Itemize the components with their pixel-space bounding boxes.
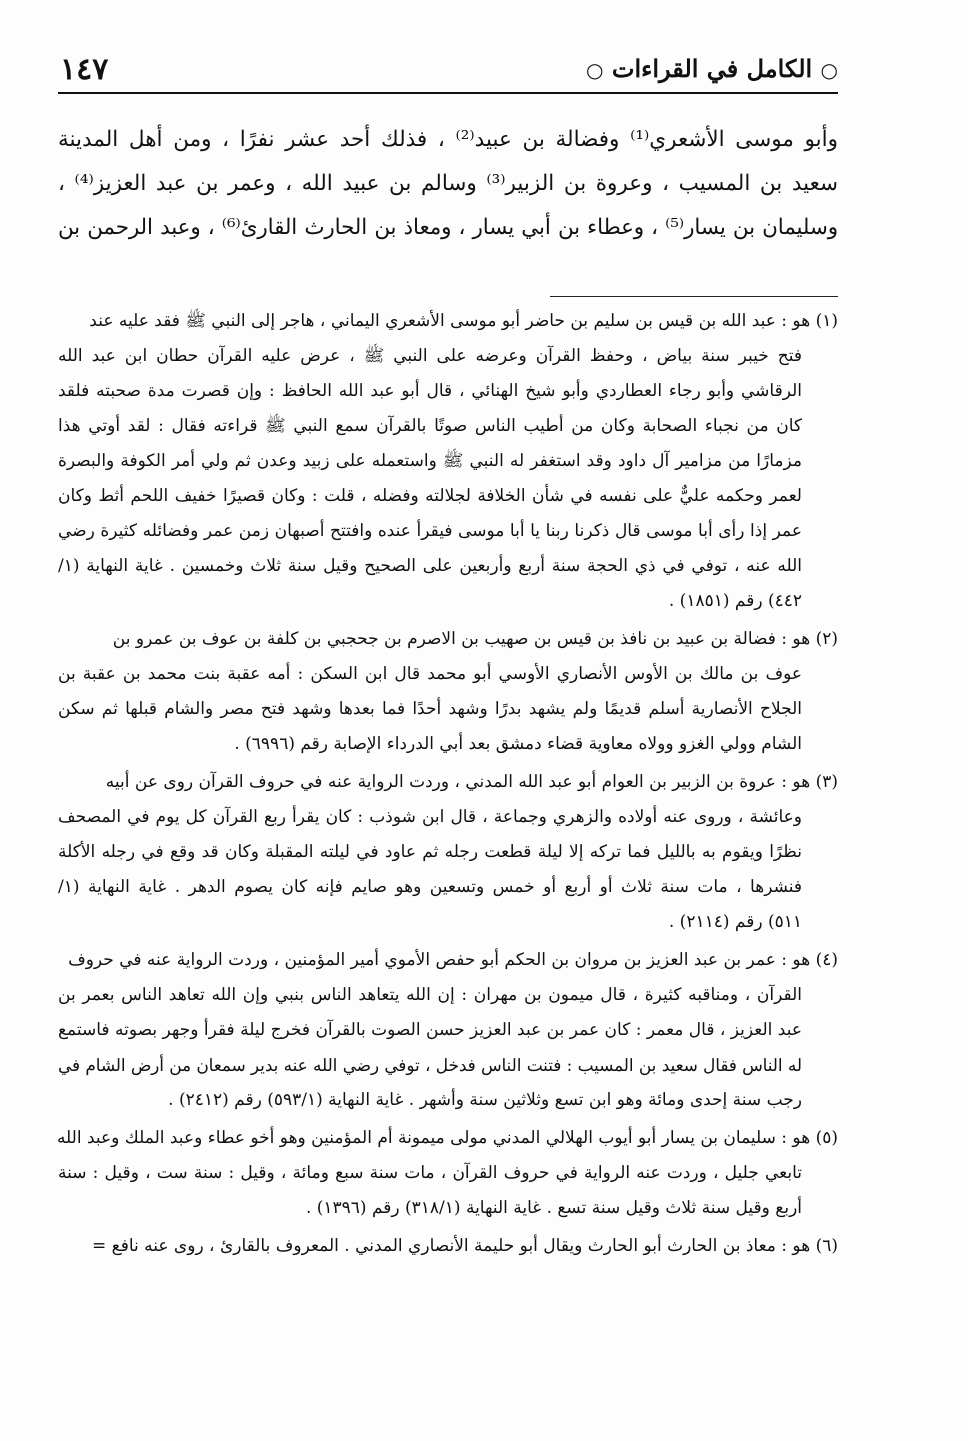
footnote-line: (٢) هو : فضالة بن عبيد بن نافذ بن قيس بن صهيب بن الاصرم بن جحجبي بن كلفة بن عوف بن عمرو بن [112,629,838,649]
footnote-line: عمر إذا رأى أبا موسى قال ذكرنا ربنا يا أبا موسى فيقرأ عنده وافتتح أصبهان زمن عمر وفضائله كثيرة رضي [58,521,802,541]
footnote-1 [58,304,838,619]
footnote-line: (١) هو : عبد الله بن قيس بن سليم بن حاضر أبو موسى الأشعري اليماني ، هاجر إلى النبي ﷺ فقد عليه عند [89,311,838,331]
book-title [586,54,838,83]
footnote-line: عبد العزيز ، قال معمر : كان عمر بن عبد العزيز حسن الصوت بالقرآن فخرج ليلة فقرأ وجهر بصوته فاستمع [58,1020,802,1040]
footnote-line: عوف بن مالك بن الأوس الأنصاري الأوسي أبو محمد قال ابن السكن : أمه عقبة بنت محمد بن عقبة بن [58,664,802,684]
footnote-line: وعائشة ، وروى عنه أولاده والزهري وجماعة ، قال ابن شوذب : كان يقرأ ربع القرآن كل يوم في المصحف [58,807,802,827]
footnote-5 [58,1121,838,1226]
circle-ornament-right: ○ [820,58,838,82]
footnote-line: رجب سنة إحدى ومائة وهو ابن تسع وثلاثين سنة وأشهر . غاية النهاية (٥٩٣/١) رقم (٢٤١٢) . [168,1090,802,1110]
footnotes [58,304,838,1267]
main-text-line: سعيد بن المسيب ، وعروة بن الزبير⁽³⁾ وسالم بن عبيد الله ، وعمر بن عبد العزيز⁽⁴⁾ ، [58,171,838,196]
book-title-text: الكامل في القراءات [611,54,813,83]
circle-ornament-left: ○ [586,58,604,82]
footnote-line: نظرًا ويقوم به بالليل فما تركه إلا ليلة قطعت رجله ثم عاود في ليلته المقبلة وكان قد وقع في رجله الأكلة [58,842,802,862]
footnote-line: لعمر وحكمه عليٌّ على نفسه في شأن الخلافة لجلالته وفضله ، قلت : وكان قصيرًا خفيف اللحم أثط وكان [58,486,802,506]
page-number: ١٤٧ [60,52,109,87]
footnote-line: ٥١١) رقم (٢١١٤) . [668,912,802,932]
footnote-line: القرآن ، ومناقبه كثيرة ، قال ميمون بن مهران : إن الله يتعاهد الناس بنبي وإن الله تعاهد الناس بعمر بن [58,985,802,1005]
footnote-line: الله عنه ، توفي في ذي الحجة سنة أربع وأربعين على الصحيح وقيل سنة ثلاث وخمسين . غاية النهاية (١/ [58,556,802,576]
footnote-3 [58,765,838,940]
footnote-line: الجلاح الأنصارية أسلم قديمًا ولم يشهد بدرًا وشهد أحدًا فما بعدها وشهد فتح مصر والشام قبلها ثم سكن [58,699,802,719]
footnote-line: كان من نجباء الصحابة وكان من أطيب الناس صوتًا بالقرآن سمع النبي ﷺ قراءته فقال : لقد أوتي هذا [58,416,803,436]
footnote-line: (٦) هو : معاذ بن الحارث أبو الحارث ويقال أبو حليمة الأنصاري المدني . المعروف بالقارئ ، روى عنه نافع = [92,1236,838,1256]
main-text-line: وسليمان بن يسار⁽⁵⁾ ، وعطاء بن أبي يسار ، ومعاذ بن الحارث القارئ⁽⁶⁾ ، وعبد الرحمن بن [58,215,839,240]
main-text-line: وأبو موسى الأشعري⁽¹⁾ وفضالة بن عبيد⁽²⁾ ، فذلك أحد عشر نفرًا ، ومن أهل المدينة [58,127,838,152]
footnote-line: الرقاشي وأبو رجاء العطاردي وأبو شيخ الهنائي ، قال أبو عبد الله الحافظ : وإن قصرت مدة صحبته فلقد [58,381,802,401]
footnote-line: فتح خيبر سنة بياض ، وحفظ القرآن وعرضه على النبي ﷺ ، عرض عليه القرآن حطان ابن عبد الله [58,346,802,366]
footnote-6 [58,1229,838,1264]
footnote-line: ٤٤٢) رقم (١٨٥١) . [668,591,802,611]
footnote-2 [58,622,838,762]
footnote-line: له الناس فقال سعيد بن المسيب : فتنت الناس فدخل ، توفي رضي الله عنه بدير سمعان من أرض الشام في [58,1055,802,1075]
footnote-line: فنشرها ، مات سنة ثلاث أو أربع أو خمس وتسعين وهو صايم فإنه كان يصوم الدهر . غاية النهاية (١/ [58,877,802,897]
footnote-line: مزمارًا من مزامير آل داود وقد استغفر له النبي ﷺ واستعمله على زبيد وعدن ثم ولي أمر الكوفة والبصرة [58,451,802,471]
footnote-line: (٤) هو : عمر بن عبد العزيز بن مروان بن الحكم أبو حفص الأموي أمير المؤمنين ، وردت الرواية عنه في حروف [68,950,838,970]
footnote-line: أربع وقيل سنة ثلاث وقيل سنة تسع . غاية النهاية (٣١٨/١) رقم (١٣٩٦) . [305,1198,802,1218]
footnote-line: تابعي جليل ، وردت عنه الرواية في حروف القرآن ، مات سنة سبع ومائة ، وقيل : سنة ست ، وقيل : سنة [58,1163,802,1183]
footnote-separator [550,296,838,297]
footnote-line: الشام وولي الغزو وولاه معاوية قضاء دمشق بعد أبي الدرداء الإصابة رقم (٦٩٩٦) . [234,734,802,754]
footnote-line: (٥) هو : سليمان بن يسار أبو أيوب الهلالي المدني مولى ميمونة أم المؤمنين وهو أخو عطاء وعبد الملك وعبد الله [56,1128,838,1148]
page-header [58,52,838,94]
footnote-4 [58,943,838,1118]
main-text [58,118,838,250]
footnote-line: (٣) هو : عروة بن الزبير بن العوام أبو عبد الله المدني ، وردت الرواية عنه في حروف القرآن روى عن أبيه [105,772,838,792]
